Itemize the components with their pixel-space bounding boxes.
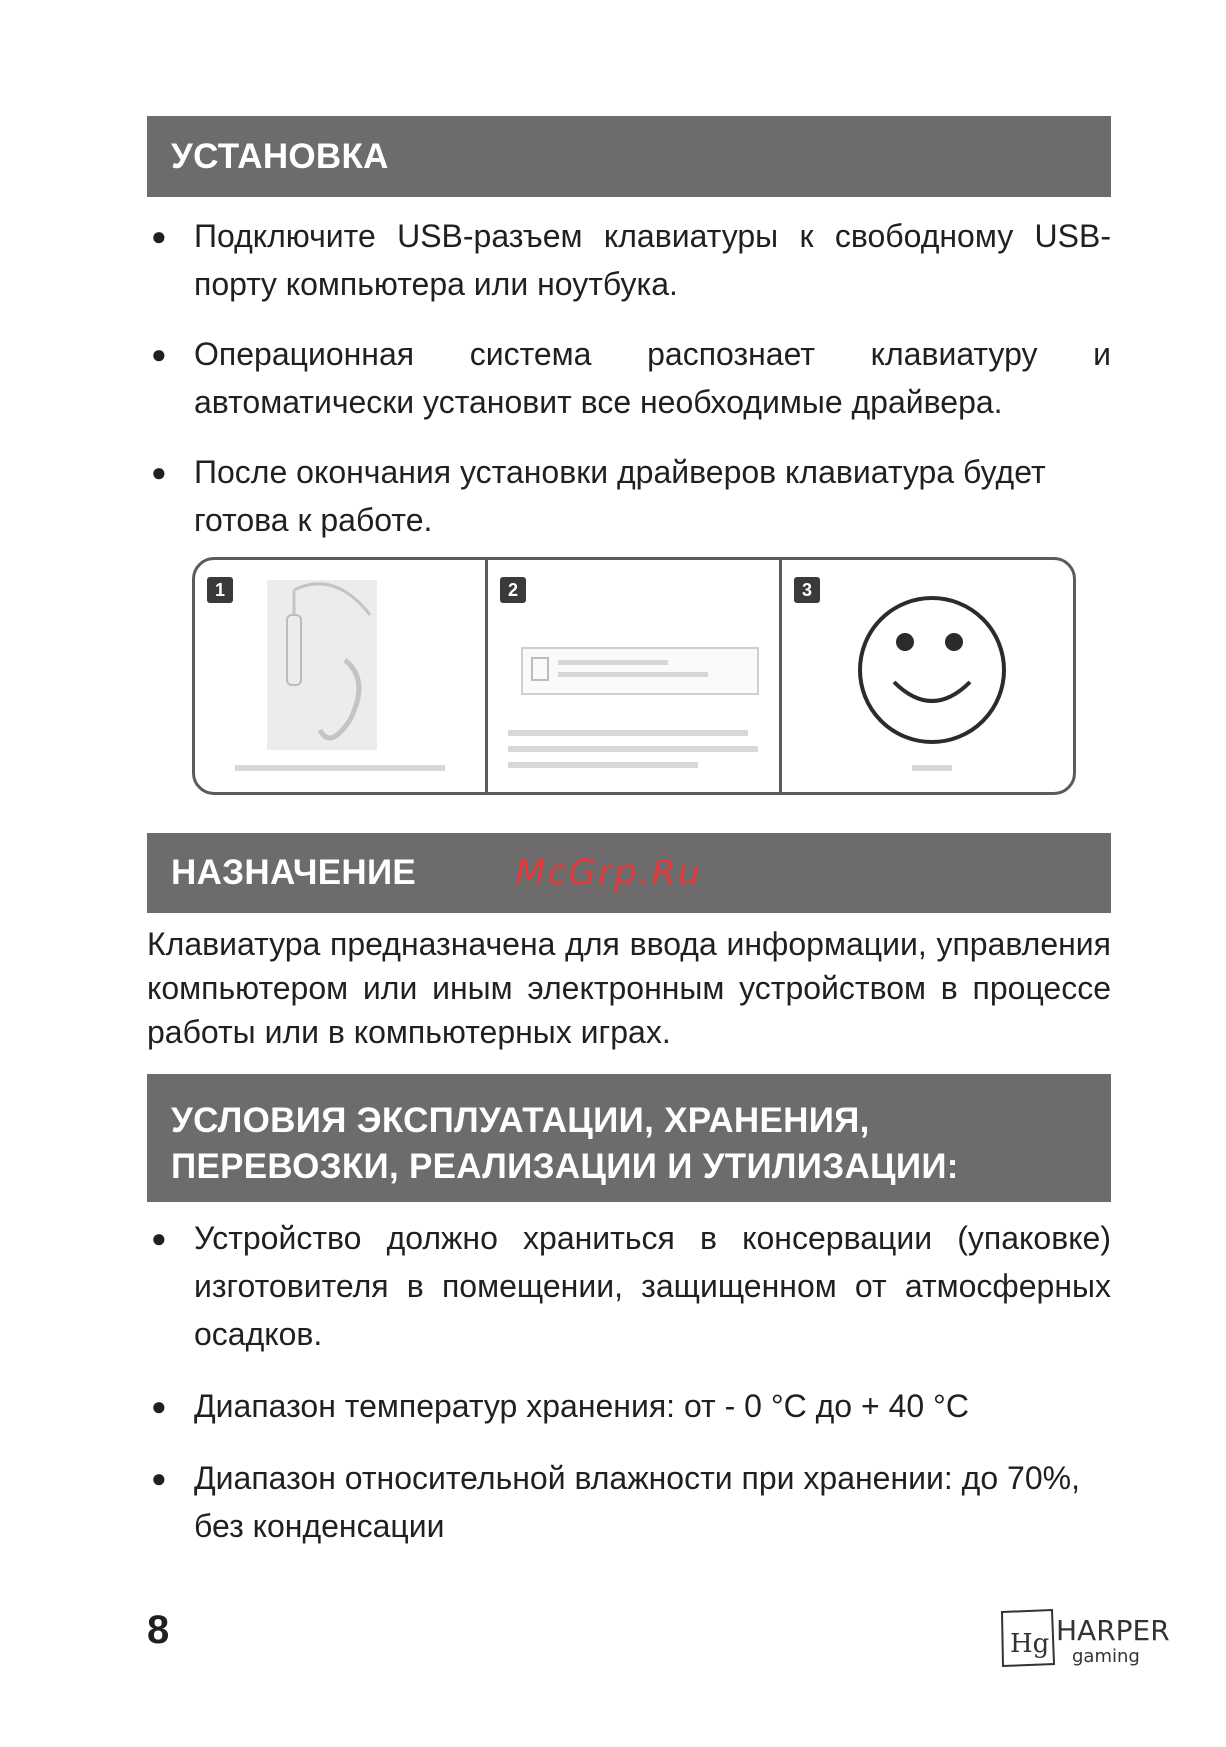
bullet-icon: ● [151, 457, 167, 487]
conditions-title-line-1: УСЛОВИЯ ЭКСПЛУАТАЦИИ, ХРАНЕНИЯ, [171, 1101, 870, 1140]
section-header-install: УСТАНОВКА [147, 116, 1111, 197]
logo-mark-icon [1000, 1604, 1175, 1670]
step-2-number: 2 [500, 577, 526, 603]
install-bullet-1-text: Подключите USB-разъем клавиатуры к свободному USB-портy компьютера или ноутбука. [194, 218, 1111, 302]
list-item [147, 1454, 1111, 1550]
list-item [147, 1214, 1111, 1358]
step-2-panel [488, 560, 782, 792]
conditions-bullet-3-text: Диапазон относительной влажности при хранении: до 70%, без конденсации [194, 1460, 1080, 1544]
conditions-bullet-2-text: Диапазон температур хранения: от - 0 °C до + 40 °C [194, 1388, 969, 1424]
smiley-face-icon [782, 560, 1073, 795]
conditions-bullet-1-text: Устройство должно храниться в консервации (упаковке) изготовителя в помещении, защищенном от атмосферных осадков. [194, 1220, 1111, 1352]
bullet-icon: ● [151, 1223, 167, 1253]
page-number: 8 [147, 1608, 170, 1652]
bullet-icon: ● [151, 339, 167, 369]
installation-steps-illustration [192, 557, 1076, 795]
list-item [147, 1382, 1111, 1430]
logo-sub: gaming [1072, 1646, 1140, 1667]
step-3-panel [782, 560, 1073, 792]
section-header-purpose [147, 833, 1111, 913]
install-bullet-3-text: После окончания установки драйверов клавиатура будет готова к работе. [194, 454, 1046, 538]
install-bullet-2-text: Операционная система распознает клавиатуру и автоматически установит все необходимые драйвера. [194, 336, 1111, 420]
step-1-number: 1 [207, 577, 233, 603]
logo-brand: HARPER [1056, 1614, 1170, 1647]
install-bullet-list [147, 212, 1111, 544]
step-1-panel [195, 560, 488, 792]
list-item [147, 330, 1111, 426]
bullet-icon: ● [151, 1391, 167, 1421]
list-item [147, 212, 1111, 308]
watermark: McGrp.Ru [515, 853, 702, 893]
harper-gaming-logo [1000, 1604, 1175, 1670]
conditions-title-line-2: ПЕРЕВОЗКИ, РЕАЛИЗАЦИИ И УТИЛИЗАЦИИ: [171, 1147, 959, 1186]
list-item [147, 448, 1111, 544]
section-header-conditions [147, 1074, 1111, 1202]
bullet-icon: ● [151, 221, 167, 251]
usb-plug-illustration [195, 560, 485, 795]
bullet-icon: ● [151, 1463, 167, 1493]
logo-mark: Hg [1010, 1629, 1050, 1659]
step-3-number: 3 [794, 577, 820, 603]
purpose-text: Клавиатура предназначена для ввода информации, управления компьютером или иным электронным устройством в процессе работы или в компьютерных играх. [147, 926, 1111, 1050]
driver-notification-illustration [488, 560, 779, 795]
purpose-title: НАЗНАЧЕНИЕ [171, 853, 417, 892]
conditions-bullet-list [147, 1214, 1111, 1550]
